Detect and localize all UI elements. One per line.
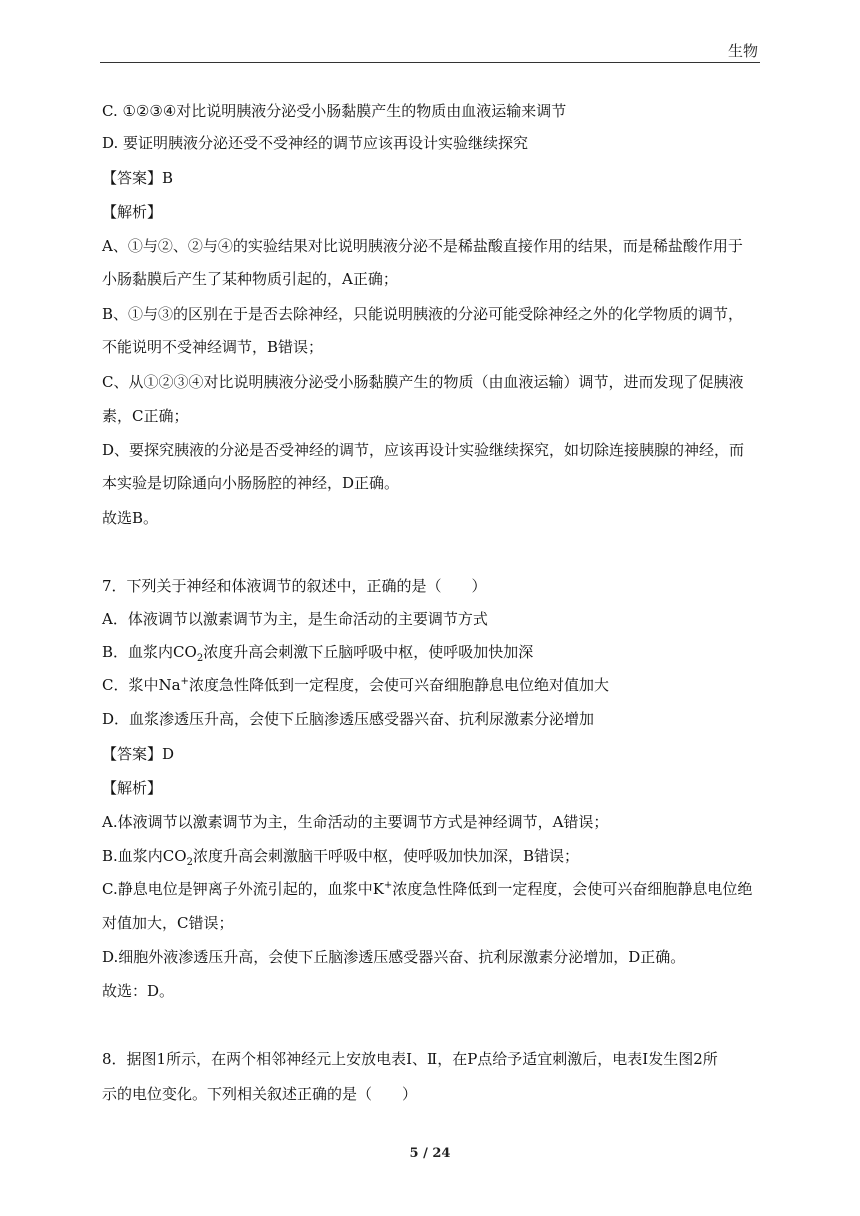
text-segment: B.血浆内CO [102, 847, 187, 865]
text-line: C. ①②③④对比说明胰液分泌受小肠黏膜产生的物质由血液运输来调节 [102, 102, 567, 120]
text-segment: B．血浆内CO [102, 643, 197, 661]
text-line: 本实验是切除通向小肠肠腔的神经，D正确。 [102, 474, 400, 492]
text-line: 8．据图1所示，在两个相邻神经元上安放电表Ⅰ、Ⅱ，在P点给予适宜刺激后，电表Ⅰ发生图2所 [102, 1050, 718, 1068]
superscript: + [383, 880, 393, 891]
text-segment: C．浆中Na [102, 676, 181, 694]
text-line: 小肠黏膜后产生了某种物质引起的，A正确； [102, 270, 398, 288]
page-number: 5 / 24 [409, 1146, 451, 1161]
text-segment: C.静息电位是钾离子外流引起的，血浆中K [102, 880, 384, 898]
text-segment: 浓度升高会刺激下丘脑呼吸中枢，使呼吸加快加深 [203, 643, 534, 661]
header-subject: 生物 [727, 42, 758, 60]
text-segment: 浓度急性降低到一定程度，会使可兴奋细胞静息电位绝对值加大 [188, 676, 609, 694]
text-line: 【答案】D [102, 745, 175, 763]
text-line [102, 846, 579, 866]
text-line: 故选B。 [102, 509, 159, 527]
text-line: 示的电位变化。下列相关叙述正确的是（ ） [102, 1085, 418, 1103]
text-line: A.体液调节以激素调节为主，生命活动的主要调节方式是神经调节，A错误； [102, 813, 609, 831]
text-line: B、①与③的区别在于是否去除神经，只能说明胰液的分泌可能受除神经之外的化学物质的调节， [102, 305, 744, 323]
text-line [102, 642, 533, 662]
text-line: D. 要证明胰液分泌还受不受神经的调节应该再设计实验继续探究 [102, 134, 529, 152]
text-line: 7．下列关于神经和体液调节的叙述中，正确的是（ ） [102, 577, 487, 595]
text-line: D.细胞外液渗透压升高，会使下丘脑渗透压感受器兴奋、抗利尿激素分泌增加，D正确。 [102, 948, 686, 966]
text-line: D．血浆渗透压升高，会使下丘脑渗透压感受器兴奋、抗利尿激素分泌增加 [102, 710, 595, 728]
text-line [102, 675, 609, 695]
subscript: 2 [186, 857, 193, 868]
text-line: A、①与②、②与④的实验结果对比说明胰液分泌不是稀盐酸直接作用的结果，而是稀盐酸作用于 [102, 237, 743, 255]
text-line: 素，C正确； [102, 407, 189, 425]
text-line [102, 879, 752, 899]
text-line: 【解析】 [102, 203, 163, 221]
text-segment: 浓度急性降低到一定程度，会使可兴奋细胞静息电位绝 [392, 880, 753, 898]
text-line: 不能说明不受神经调节，B错误； [102, 338, 324, 356]
text-line: 【答案】B [102, 169, 174, 187]
header-rule [100, 62, 760, 63]
subscript: 2 [196, 653, 204, 664]
text-segment: 浓度升高会刺激脑干呼吸中枢，使呼吸加快加深，B错误； [192, 847, 579, 865]
text-line: A．体液调节以激素调节为主，是生命活动的主要调节方式 [102, 610, 488, 628]
text-line: 【解析】 [102, 779, 163, 797]
text-line: C、从①②③④对比说明胰液分泌受小肠黏膜产生的物质（由血液运输）调节，进而发现了促胰液 [102, 373, 744, 391]
superscript: + [180, 676, 189, 687]
text-line: 对值加大，C错误； [102, 914, 234, 932]
text-line: D、要探究胰液的分泌是否受神经的调节，应该再设计实验继续探究，如切除连接胰腺的神经，而 [102, 441, 745, 459]
text-line: 故选：D。 [102, 982, 175, 1000]
